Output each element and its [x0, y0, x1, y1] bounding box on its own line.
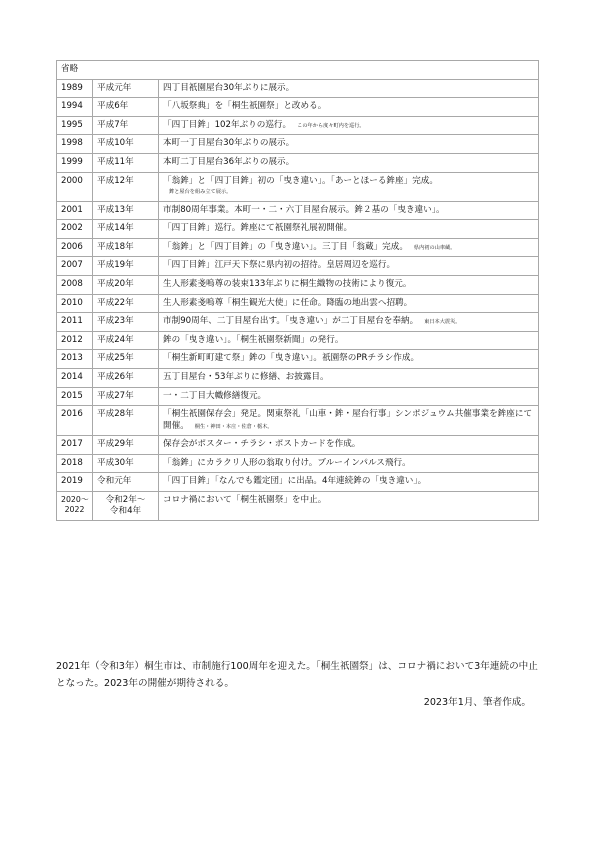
- year-cell: 2002: [57, 220, 93, 239]
- timeline-table: [56, 60, 539, 521]
- event-text: 鉾の「曳き違い」。「桐生祇園祭新聞」の発行。: [163, 334, 344, 345]
- event-note: 桐生・神田・本庄・佐倉・栃木。: [194, 423, 273, 430]
- table-row: [57, 368, 539, 387]
- era-cell: 平成20年: [93, 275, 159, 294]
- event-note: 県内初の山車蔵。: [413, 244, 456, 251]
- event-note: この年から度々町内を巡行。: [297, 122, 365, 129]
- event-text: 市制90周年、二丁目屋台出す。「曳き違い」が二丁目屋台を奉納。: [163, 316, 419, 327]
- event-cell: [159, 387, 539, 406]
- author-credit: 2023年1月、筆者作成。: [423, 697, 531, 708]
- table-row: [57, 387, 539, 406]
- event-text: 生人形素戔嗚尊「桐生観光大使」に任命。降臨の地出雲へ招聘。: [163, 297, 413, 308]
- event-cell: [159, 406, 539, 436]
- event-text: 「翁鉾」と「四丁目鉾」初の「曳き違い」。「あーとほーる鉾座」完成。: [163, 175, 438, 186]
- era-cell: 令和元年: [93, 473, 159, 492]
- event-text: 一・二丁目大幟修繕復元。: [163, 390, 267, 401]
- event-cell: [159, 201, 539, 220]
- era-range-part: 令和4年: [109, 506, 142, 517]
- era-cell: 平成12年: [93, 172, 159, 201]
- event-text: 五丁目屋台・53年ぶりに修繕、お披露目。: [163, 371, 329, 382]
- era-cell: 平成7年: [93, 116, 159, 135]
- event-text: 保存会がポスター・チラシ・ポストカードを作成。: [163, 439, 361, 450]
- event-cell: [159, 275, 539, 294]
- event-cell: [159, 331, 539, 350]
- table-row: [57, 350, 539, 369]
- year-cell: 1999: [57, 153, 93, 172]
- year-cell: 1998: [57, 135, 93, 154]
- era-cell: 平成29年: [93, 436, 159, 455]
- era-cell: 平成11年: [93, 153, 159, 172]
- year-cell: 2018: [57, 454, 93, 473]
- table-row: [57, 257, 539, 276]
- era-cell: 平成元年: [93, 79, 159, 98]
- year-cell: 2010: [57, 294, 93, 313]
- event-cell: [159, 294, 539, 313]
- event-text: 「四丁目鉾」「なんでも鑑定団」に出品。4年連続鉾の「曳き違い」。: [163, 476, 427, 487]
- event-note: 鉾と屋台を組み立て展示。: [169, 189, 232, 196]
- era-cell: 平成22年: [93, 294, 159, 313]
- era-cell: 平成6年: [93, 98, 159, 117]
- table-row: [57, 201, 539, 220]
- event-cell: [159, 135, 539, 154]
- table-row: [57, 79, 539, 98]
- table-row: [57, 406, 539, 436]
- era-cell: 平成27年: [93, 387, 159, 406]
- table-row: [57, 473, 539, 492]
- table-row: [57, 135, 539, 154]
- era-cell: 平成28年: [93, 406, 159, 436]
- event-cell: [159, 257, 539, 276]
- era-cell: 平成10年: [93, 135, 159, 154]
- year-range-part: 2022: [64, 505, 85, 515]
- table-row: [57, 153, 539, 172]
- year-cell: 2011: [57, 313, 93, 332]
- era-range-part: 令和2年〜: [105, 495, 146, 506]
- era-cell: 平成13年: [93, 201, 159, 220]
- year-cell: 2019: [57, 473, 93, 492]
- event-text: 「桐生新町町建て祭」鉾の「曳き違い」。祇園祭のPRチラシ作成。: [163, 353, 420, 364]
- era-cell: 平成26年: [93, 368, 159, 387]
- table-row: [57, 294, 539, 313]
- event-cell: [159, 116, 539, 135]
- year-range-cell: [57, 492, 93, 521]
- event-cell: [159, 98, 539, 117]
- event-text: 生人形素戔嗚尊の装束133年ぶりに桐生織物の技術により復元。: [163, 278, 412, 289]
- table-row: [57, 313, 539, 332]
- header-row: [57, 61, 539, 80]
- era-cell: 平成25年: [93, 350, 159, 369]
- table-row: [57, 492, 539, 521]
- event-text: 四丁目祇園屋台30年ぶりに展示。: [163, 82, 295, 93]
- era-cell: 平成14年: [93, 220, 159, 239]
- era-cell: 平成24年: [93, 331, 159, 350]
- table-row: [57, 275, 539, 294]
- year-cell: 2017: [57, 436, 93, 455]
- event-text: 本町一丁目屋台30年ぶりの展示。: [163, 138, 295, 149]
- event-cell: コロナ禍において「桐生祇園祭」を中止。: [159, 492, 539, 521]
- table-row: [57, 98, 539, 117]
- table-row: [57, 331, 539, 350]
- event-cell: [159, 368, 539, 387]
- event-cell: [159, 220, 539, 239]
- event-cell: [159, 238, 539, 257]
- year-cell: 1994: [57, 98, 93, 117]
- omitted-label: 省略: [57, 61, 539, 80]
- table-row: [57, 454, 539, 473]
- event-cell: [159, 454, 539, 473]
- event-cell: [159, 153, 539, 172]
- year-cell: 1989: [57, 79, 93, 98]
- table-row: [57, 220, 539, 239]
- event-text: 「翁鉾」にカラクリ人形の翁取り付け。ブルーインパルス飛行。: [163, 457, 411, 468]
- event-text: 「四丁目鉾」102年ぶりの巡行。: [163, 119, 292, 130]
- event-text: 「翁鉾」と「四丁目鉾」の「曳き違い」。三丁目「翁蔵」完成。: [163, 241, 408, 252]
- timeline-body: [57, 61, 539, 521]
- event-text: 「桐生祇園保存会」発足。関東祭礼「山車・鉾・屋台行事」シンポジュウム共催事業を鉾座にて開催。: [163, 409, 533, 431]
- table-row: [57, 238, 539, 257]
- year-cell: 2015: [57, 387, 93, 406]
- year-range-part: 2020〜: [61, 495, 89, 505]
- event-note: 東日本大震災。: [424, 319, 461, 326]
- year-cell: 1995: [57, 116, 93, 135]
- year-cell: 2013: [57, 350, 93, 369]
- summary-paragraph: 2021年（令和3年）桐生市は、市制施行100周年を迎えた。「桐生祇園祭」は、コロナ禍において3年連続の中止となった。2023年の開催が期待される。: [56, 661, 538, 689]
- era-range-cell: [93, 492, 159, 521]
- year-cell: 2016: [57, 406, 93, 436]
- event-text: 「四丁目鉾」江戸天下祭に県内初の招待。皇居周辺を巡行。: [163, 260, 396, 271]
- event-cell: [159, 473, 539, 492]
- year-cell: 2007: [57, 257, 93, 276]
- table-row: [57, 116, 539, 135]
- era-cell: 平成30年: [93, 454, 159, 473]
- year-cell: 2001: [57, 201, 93, 220]
- event-text: 「八坂祭典」を「桐生祇園祭」と改める。: [163, 101, 327, 112]
- year-cell: 2006: [57, 238, 93, 257]
- event-cell: [159, 172, 539, 201]
- event-cell: [159, 79, 539, 98]
- year-cell: 2008: [57, 275, 93, 294]
- era-cell: 平成23年: [93, 313, 159, 332]
- event-cell: [159, 436, 539, 455]
- era-cell: 平成19年: [93, 257, 159, 276]
- event-cell: [159, 350, 539, 369]
- event-text: 「四丁目鉾」巡行。鉾座にて祇園祭礼展初開催。: [163, 223, 353, 234]
- era-cell: 平成18年: [93, 238, 159, 257]
- year-cell: 2014: [57, 368, 93, 387]
- year-cell: 2012: [57, 331, 93, 350]
- table-row: [57, 172, 539, 201]
- event-text: 本町二丁目屋台36年ぶりの展示。: [163, 156, 295, 167]
- table-row: [57, 436, 539, 455]
- event-cell: [159, 313, 539, 332]
- event-text: 市制80周年事業。本町一・二・六丁目屋台展示。鉾２基の「曳き違い」。: [163, 204, 445, 215]
- year-cell: 2000: [57, 172, 93, 201]
